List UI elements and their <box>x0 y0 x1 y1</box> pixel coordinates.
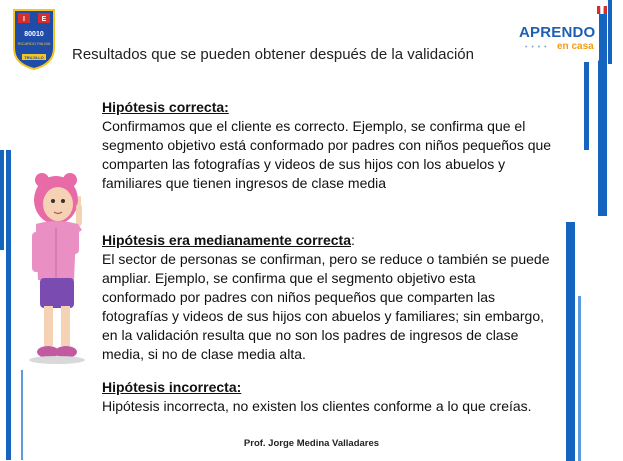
svg-text:RICARDO PALMA: RICARDO PALMA <box>17 41 51 46</box>
school-shield-logo <box>12 8 56 70</box>
peru-flag-icon <box>597 6 607 14</box>
section-heading: Hipótesis correcta: <box>102 99 229 115</box>
decorative-bar-right-mid <box>584 62 589 150</box>
logo-brand-line1: APRENDO <box>519 24 596 41</box>
decorative-bar-top-right-2 <box>608 0 612 64</box>
svg-text:E: E <box>41 16 47 23</box>
section-heading-colon: : <box>351 232 355 248</box>
section-hipotesis-medianamente-correcta <box>102 231 552 364</box>
section-hipotesis-incorrecta <box>102 378 552 416</box>
decorative-bar-right-long <box>566 222 575 461</box>
child-illustration <box>26 170 96 370</box>
logo-brand-line2: en casa <box>557 41 594 52</box>
logo-dots: • • • • <box>525 44 548 51</box>
svg-text:TRUJILLO: TRUJILLO <box>24 55 44 60</box>
section-body: Hipótesis incorrecta, no existen los clientes conforme a lo que creías. <box>102 398 532 414</box>
decorative-bar-left-2 <box>6 150 11 460</box>
svg-text:80010: 80010 <box>24 31 44 38</box>
svg-text:I: I <box>23 16 25 23</box>
section-hipotesis-correcta <box>102 98 552 193</box>
page-title: Resultados que se pueden obtener después de la validación <box>72 46 474 63</box>
aprendo-en-casa-logo <box>509 6 599 62</box>
decorative-bar-top-right-1 <box>598 8 607 216</box>
section-body: Confirmamos que el cliente es correcto. Ejemplo, se confirma que el segmento objetivo está conformado por padres con niños pequeños que comparten las fotografías y videos de sus hijos con los abuelos y familiares que tienen ingresos de clase media <box>102 118 552 191</box>
section-heading: Hipótesis incorrecta: <box>102 379 242 395</box>
decorative-bar-left-1 <box>0 150 4 250</box>
section-heading: Hipótesis era medianamente correcta <box>102 232 351 248</box>
section-body: El sector de personas se confirman, pero se reduce o también se puede ampliar. Ejemplo, se confirma que el segmento objetivo esta conformado por padres con niños pequeños que comparten las fotografías y videos de sus hijos con abuelos y familiares; sin embargo, en la validación resulta que no son los padres de ingresos de clase media, si no de clase media alta. <box>102 251 550 362</box>
decorative-bar-right-thin <box>578 296 581 461</box>
footer-author: Prof. Jorge Medina Valladares <box>243 438 380 449</box>
